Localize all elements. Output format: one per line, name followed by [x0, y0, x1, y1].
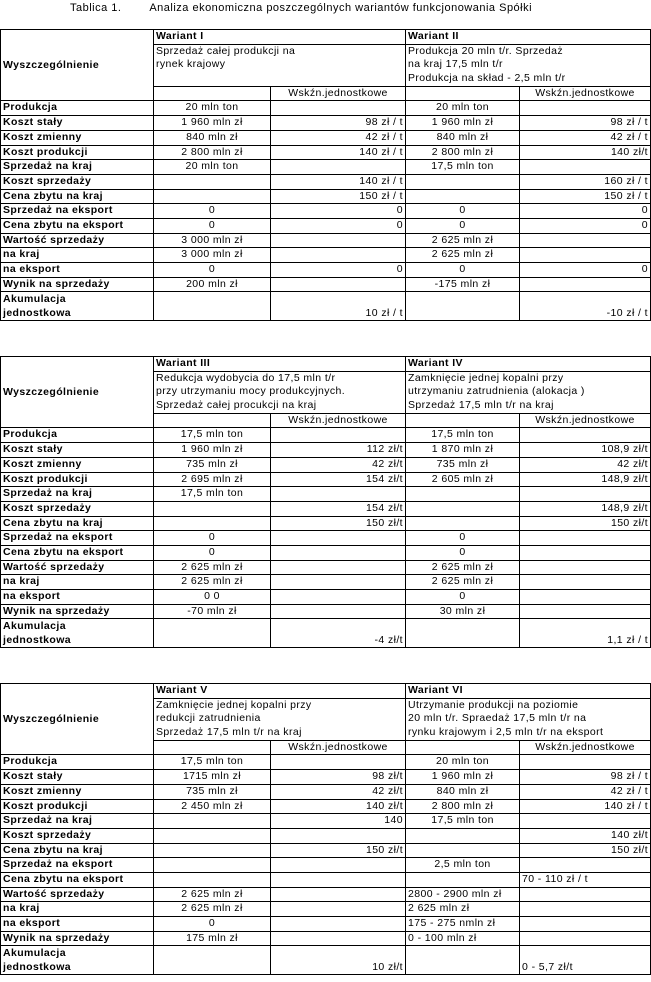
right-unit-value — [520, 575, 651, 590]
left-variant-desc: Sprzedaż całej procukcji na kraj — [154, 399, 406, 413]
row-label: Koszt produkcji — [1, 799, 154, 814]
right-value: 0 — [406, 204, 520, 219]
row-label: Sprzedaż na kraj — [1, 160, 154, 175]
left-value: 17,5 mln ton — [154, 428, 271, 443]
right-value — [406, 843, 520, 858]
left-value — [154, 843, 271, 858]
left-unit-value: 154 zł/t — [271, 501, 406, 516]
right-unit-value — [520, 248, 651, 263]
left-unit-value — [271, 428, 406, 443]
left-unit-value: 0 — [271, 204, 406, 219]
left-variant-desc: rynek krajowy — [154, 58, 406, 72]
left-unit-value: 42 zł / t — [271, 130, 406, 145]
left-unit-value — [271, 917, 406, 932]
table-row — [1, 174, 651, 189]
left-unit-value: 42 zł/t — [271, 784, 406, 799]
left-unit-value — [271, 531, 406, 546]
row-label: na kraj — [1, 902, 154, 917]
row-header-title: Wyszczególnienie — [1, 30, 154, 101]
right-unit-value: 108,9 zł/t — [520, 443, 651, 458]
row-label: na kraj — [1, 575, 154, 590]
left-accumulation: 10 zł/t — [271, 946, 406, 975]
left-value: 0 — [154, 218, 271, 233]
left-unit-value — [271, 233, 406, 248]
right-acc-empty — [406, 946, 520, 975]
right-value: 20 mln ton — [406, 101, 520, 116]
left-unit-value: 150 zł / t — [271, 189, 406, 204]
right-unit-value: 140 zł/t — [520, 145, 651, 160]
right-unit-value: 42 zł/t — [520, 457, 651, 472]
right-unit-value — [520, 887, 651, 902]
right-unit-header: Wskźn.jednostkowe — [520, 86, 651, 101]
left-value: 735 mln zł — [154, 784, 271, 799]
right-unit-value — [520, 531, 651, 546]
row-header-title: Wyszczególnienie — [1, 357, 154, 428]
right-value — [406, 828, 520, 843]
left-unit-value — [271, 590, 406, 605]
right-unit-value: 150 zł / t — [520, 189, 651, 204]
right-value: 1 960 mln zł — [406, 770, 520, 785]
left-empty-cell — [154, 86, 271, 101]
left-variant-desc: Redukcja wydobycia do 17,5 mln t/r — [154, 371, 406, 385]
left-value: 2 450 mln zł — [154, 799, 271, 814]
row-label: Sprzedaż na kraj — [1, 814, 154, 829]
right-unit-value — [520, 560, 651, 575]
left-acc-empty — [154, 619, 271, 648]
right-empty-cell — [406, 86, 520, 101]
right-value: 2 800 mln zł — [406, 145, 520, 160]
right-acc-empty — [406, 619, 520, 648]
left-value: 2 695 mln zł — [154, 472, 271, 487]
row-label: Wartość sprzedaży — [1, 887, 154, 902]
row-label: Koszt produkcji — [1, 472, 154, 487]
right-variant-desc: rynku krajowym i 2,5 mln t/r na eksport — [406, 726, 651, 740]
left-value: 2 625 mln zł — [154, 575, 271, 590]
left-value — [154, 501, 271, 516]
row-label: Cena zbytu na eksport — [1, 218, 154, 233]
right-value: 1 960 mln zł — [406, 116, 520, 131]
left-empty-cell — [154, 413, 271, 428]
left-unit-value: 0 — [271, 263, 406, 278]
left-value: 0 — [154, 545, 271, 560]
row-label: Wartość sprzedaży — [1, 233, 154, 248]
right-variant-desc: Produkcja 20 mln t/r. Sprzedaż — [406, 44, 651, 58]
table-row — [1, 487, 651, 502]
row-label: Koszt stały — [1, 443, 154, 458]
right-value: 17,5 mln ton — [406, 814, 520, 829]
right-unit-value — [520, 487, 651, 502]
left-variant-title: Wariant V — [154, 684, 406, 699]
table-row — [1, 130, 651, 145]
right-unit-value: 160 zł / t — [520, 174, 651, 189]
table-row — [1, 858, 651, 873]
left-unit-value — [271, 902, 406, 917]
table-row — [1, 472, 651, 487]
right-value: 30 mln zł — [406, 604, 520, 619]
left-unit-value — [271, 575, 406, 590]
row-label: Cena zbytu na kraj — [1, 189, 154, 204]
left-value: 2 625 mln zł — [154, 887, 271, 902]
right-value: 2 625 mln zł — [406, 248, 520, 263]
right-value: 735 mln zł — [406, 457, 520, 472]
left-value — [154, 516, 271, 531]
variant-table-3 — [0, 683, 651, 975]
left-unit-value: 0 — [271, 218, 406, 233]
variant-table-2 — [0, 356, 651, 648]
left-value — [154, 828, 271, 843]
left-empty-cell — [154, 740, 271, 755]
right-accumulation: 1,1 zł / t — [520, 619, 651, 648]
left-variant-desc: Sprzedaż 17,5 mln t/r na kraj — [154, 726, 406, 740]
right-variant-desc: Sprzedaż 17,5 mln t/r na kraj — [406, 399, 651, 413]
table-caption: Tablica 1. Analiza ekonomiczna poszczególnych wariantów funkcjonowania Spółki — [70, 2, 533, 14]
table-row — [1, 218, 651, 233]
row-label: Cena zbytu na kraj — [1, 843, 154, 858]
row-label: Koszt produkcji — [1, 145, 154, 160]
row-label: Sprzedaż na eksport — [1, 204, 154, 219]
table-row — [1, 902, 651, 917]
table-row — [1, 248, 651, 263]
table-row — [1, 887, 651, 902]
table-row — [1, 516, 651, 531]
accumulation-label: Akumulacja — [3, 293, 66, 306]
left-acc-empty — [154, 946, 271, 975]
accumulation-row — [1, 292, 651, 321]
right-unit-value — [520, 428, 651, 443]
left-unit-value — [271, 101, 406, 116]
table-row — [1, 799, 651, 814]
left-value: 0 — [154, 204, 271, 219]
right-unit-value — [520, 858, 651, 873]
accumulation-label-2: jednostkowa — [3, 634, 71, 647]
right-value: 2,5 mln ton — [406, 858, 520, 873]
right-unit-value: 0 — [520, 218, 651, 233]
right-value: 840 mln zł — [406, 784, 520, 799]
right-unit-value — [520, 277, 651, 292]
row-label: Cena zbytu na eksport — [1, 872, 154, 887]
right-unit-value — [520, 931, 651, 946]
left-value: 3 000 mln zł — [154, 248, 271, 263]
accumulation-label: Akumulacja — [3, 620, 66, 633]
left-unit-value: 140 zł / t — [271, 174, 406, 189]
left-variant-desc: redukcji zatrudnienia — [154, 712, 406, 726]
right-unit-value — [520, 814, 651, 829]
left-variant-title: Wariant III — [154, 357, 406, 372]
right-value: 0 — [406, 545, 520, 560]
right-unit-header: Wskźn.jednostkowe — [520, 413, 651, 428]
accumulation-label: Akumulacja — [3, 947, 66, 960]
table-row — [1, 770, 651, 785]
right-unit-value: 0 — [520, 263, 651, 278]
row-header-title: Wyszczególnienie — [1, 684, 154, 755]
left-value: 200 mln zł — [154, 277, 271, 292]
row-label: na eksport — [1, 917, 154, 932]
left-value: 0 — [154, 917, 271, 932]
accumulation-label-2: jednostkowa — [3, 307, 71, 320]
table-row — [1, 277, 651, 292]
left-value: 175 mln zł — [154, 931, 271, 946]
left-unit-value — [271, 545, 406, 560]
left-unit-header: Wskźn.jednostkowe — [271, 413, 406, 428]
right-variant-title: Wariant VI — [406, 684, 651, 699]
left-variant-desc — [154, 72, 406, 86]
row-label: Wartość sprzedaży — [1, 560, 154, 575]
right-value: 175 - 275 nmln zł — [406, 917, 520, 932]
left-variant-desc: Zamknięcie jednej kopalni przy — [154, 698, 406, 712]
left-unit-value: 98 zł / t — [271, 116, 406, 131]
left-value: 840 mln zł — [154, 130, 271, 145]
left-unit-value — [271, 828, 406, 843]
table-row — [1, 575, 651, 590]
right-unit-value: 148,9 zł/t — [520, 472, 651, 487]
right-value — [406, 872, 520, 887]
left-value — [154, 189, 271, 204]
right-unit-value: 150 zł/t — [520, 516, 651, 531]
left-unit-value — [271, 487, 406, 502]
left-unit-header: Wskźn.jednostkowe — [271, 740, 406, 755]
left-acc-empty — [154, 292, 271, 321]
right-unit-value: 98 zł / t — [520, 116, 651, 131]
left-accumulation: -4 zł/t — [271, 619, 406, 648]
right-variant-title: Wariant IV — [406, 357, 651, 372]
row-label: Koszt sprzedaży — [1, 501, 154, 516]
row-label: Koszt sprzedaży — [1, 828, 154, 843]
table-row — [1, 145, 651, 160]
table-row — [1, 917, 651, 932]
row-label: Produkcja — [1, 428, 154, 443]
right-variant-desc: na kraj 17,5 mln t/r — [406, 58, 651, 72]
right-value: -175 mln zł — [406, 277, 520, 292]
right-accumulation: -10 zł / t — [520, 292, 651, 321]
table-row — [1, 828, 651, 843]
right-value — [406, 487, 520, 502]
left-accumulation: 10 zł / t — [271, 292, 406, 321]
left-unit-value: 140 zł / t — [271, 145, 406, 160]
right-unit-header: Wskźn.jednostkowe — [520, 740, 651, 755]
right-variant-desc: Produkcja na skład - 2,5 mln t/r — [406, 72, 651, 86]
left-unit-value: 150 zł/t — [271, 843, 406, 858]
left-unit-value — [271, 931, 406, 946]
table-row — [1, 872, 651, 887]
left-value: 1 960 mln zł — [154, 116, 271, 131]
row-label: na eksport — [1, 590, 154, 605]
right-accumulation: 0 - 5,7 zł/t — [520, 946, 651, 975]
right-unit-value — [520, 604, 651, 619]
table-row — [1, 843, 651, 858]
right-value: 2 625 mln zł — [406, 233, 520, 248]
left-unit-value: 154 zł/t — [271, 472, 406, 487]
row-label: Sprzedaż na eksport — [1, 858, 154, 873]
right-value — [406, 516, 520, 531]
table-row — [1, 233, 651, 248]
row-label: Koszt zmienny — [1, 457, 154, 472]
right-unit-value — [520, 101, 651, 116]
right-unit-value — [520, 902, 651, 917]
left-value: 1715 mln zł — [154, 770, 271, 785]
table-row — [1, 101, 651, 116]
left-unit-value: 112 zł/t — [271, 443, 406, 458]
left-unit-value — [271, 560, 406, 575]
left-value: 0 0 — [154, 590, 271, 605]
right-empty-cell — [406, 740, 520, 755]
left-value: 0 — [154, 531, 271, 546]
right-unit-value: 70 - 110 zł / t — [520, 872, 651, 887]
row-label: Sprzedaż na kraj — [1, 487, 154, 502]
row-label: Wynik na sprzedaży — [1, 604, 154, 619]
right-unit-value: 0 — [520, 204, 651, 219]
table-row — [1, 590, 651, 605]
right-value: 20 mln ton — [406, 755, 520, 770]
right-value — [406, 174, 520, 189]
row-label: na kraj — [1, 248, 154, 263]
row-label: Koszt stały — [1, 770, 154, 785]
right-value — [406, 189, 520, 204]
variant-table-1 — [0, 29, 651, 321]
left-variant-desc: przy utrzymaniu mocy produkcyjnych. — [154, 385, 406, 399]
left-unit-value: 150 zł/t — [271, 516, 406, 531]
left-value: 2 625 mln zł — [154, 560, 271, 575]
right-value: 0 — [406, 218, 520, 233]
table-row — [1, 501, 651, 516]
left-value — [154, 814, 271, 829]
right-empty-cell — [406, 413, 520, 428]
left-value: 17,5 mln ton — [154, 487, 271, 502]
right-value: 1 870 mln zł — [406, 443, 520, 458]
left-unit-header: Wskźn.jednostkowe — [271, 86, 406, 101]
left-value — [154, 872, 271, 887]
right-unit-value: 42 zł / t — [520, 784, 651, 799]
right-variant-title: Wariant II — [406, 30, 651, 45]
table-row — [1, 931, 651, 946]
row-label: Koszt sprzedaży — [1, 174, 154, 189]
right-unit-value — [520, 545, 651, 560]
table-row — [1, 160, 651, 175]
row-label: Cena zbytu na kraj — [1, 516, 154, 531]
left-unit-value — [271, 755, 406, 770]
right-unit-value — [520, 233, 651, 248]
right-unit-value: 150 zł/t — [520, 843, 651, 858]
left-unit-value: 140 — [271, 814, 406, 829]
left-value: 3 000 mln zł — [154, 233, 271, 248]
right-value — [406, 501, 520, 516]
left-value: 20 mln ton — [154, 101, 271, 116]
left-value: 20 mln ton — [154, 160, 271, 175]
accumulation-row — [1, 619, 651, 648]
left-value: 2 625 mln zł — [154, 902, 271, 917]
right-value: 2 625 mln zł — [406, 560, 520, 575]
right-value: 2 800 mln zł — [406, 799, 520, 814]
left-unit-value — [271, 248, 406, 263]
right-value: 2 625 mln zł — [406, 575, 520, 590]
row-label: Koszt zmienny — [1, 130, 154, 145]
left-variant-title: Wariant I — [154, 30, 406, 45]
right-unit-value — [520, 755, 651, 770]
row-label: Wynik na sprzedaży — [1, 931, 154, 946]
left-unit-value — [271, 872, 406, 887]
left-value: 0 — [154, 263, 271, 278]
right-variant-desc: Zamknięcie jednej kopalni przy — [406, 371, 651, 385]
left-unit-value — [271, 858, 406, 873]
table-row — [1, 531, 651, 546]
row-label: na eksport — [1, 263, 154, 278]
left-value: -70 mln zł — [154, 604, 271, 619]
right-variant-desc: Utrzymanie produkcji na poziomie — [406, 698, 651, 712]
right-value: 2 625 mln zł — [406, 902, 520, 917]
table-row — [1, 814, 651, 829]
right-variant-desc: utrzymaniu zatrudnienia (alokacja ) — [406, 385, 651, 399]
right-unit-value: 42 zł / t — [520, 130, 651, 145]
left-unit-value — [271, 604, 406, 619]
right-value: 0 — [406, 531, 520, 546]
table-row — [1, 560, 651, 575]
right-unit-value — [520, 160, 651, 175]
left-unit-value — [271, 887, 406, 902]
left-unit-value: 42 zł/t — [271, 457, 406, 472]
table-row — [1, 784, 651, 799]
right-value: 840 mln zł — [406, 130, 520, 145]
right-unit-value — [520, 917, 651, 932]
left-value: 735 mln zł — [154, 457, 271, 472]
left-unit-value: 140 zł/t — [271, 799, 406, 814]
right-value: 0 - 100 mln zł — [406, 931, 520, 946]
right-unit-value: 98 zł / t — [520, 770, 651, 785]
table-row — [1, 755, 651, 770]
left-value: 1 960 mln zł — [154, 443, 271, 458]
accumulation-row — [1, 946, 651, 975]
table-row — [1, 263, 651, 278]
table-row — [1, 116, 651, 131]
row-label: Produkcja — [1, 755, 154, 770]
table-row — [1, 545, 651, 560]
right-value: 17,5 mln ton — [406, 160, 520, 175]
right-acc-empty — [406, 292, 520, 321]
left-value: 17,5 mln ton — [154, 755, 271, 770]
right-value: 0 — [406, 590, 520, 605]
left-value — [154, 858, 271, 873]
accumulation-label-2: jednostkowa — [3, 961, 71, 974]
right-value: 0 — [406, 263, 520, 278]
table-row — [1, 428, 651, 443]
row-label: Cena zbytu na eksport — [1, 545, 154, 560]
table-row — [1, 189, 651, 204]
left-unit-value: 98 zł/t — [271, 770, 406, 785]
left-value: 2 800 mln zł — [154, 145, 271, 160]
right-unit-value: 148,9 zł/t — [520, 501, 651, 516]
left-unit-value — [271, 160, 406, 175]
right-unit-value: 140 zł / t — [520, 799, 651, 814]
row-label: Sprzedaż na eksport — [1, 531, 154, 546]
left-unit-value — [271, 277, 406, 292]
table-row — [1, 443, 651, 458]
row-label: Produkcja — [1, 101, 154, 116]
left-variant-desc: Sprzedaż całej produkcji na — [154, 44, 406, 58]
right-unit-value — [520, 590, 651, 605]
row-label: Koszt zmienny — [1, 784, 154, 799]
right-value: 17,5 mln ton — [406, 428, 520, 443]
table-row — [1, 204, 651, 219]
row-label: Wynik na sprzedaży — [1, 277, 154, 292]
right-unit-value: 140 zł/t — [520, 828, 651, 843]
table-row — [1, 457, 651, 472]
right-value: 2 605 mln zł — [406, 472, 520, 487]
left-value — [154, 174, 271, 189]
row-label: Koszt stały — [1, 116, 154, 131]
right-value: 2800 - 2900 mln zł — [406, 887, 520, 902]
table-row — [1, 604, 651, 619]
right-variant-desc: 20 mln t/r. Spraedaż 17,5 mln t/r na — [406, 712, 651, 726]
